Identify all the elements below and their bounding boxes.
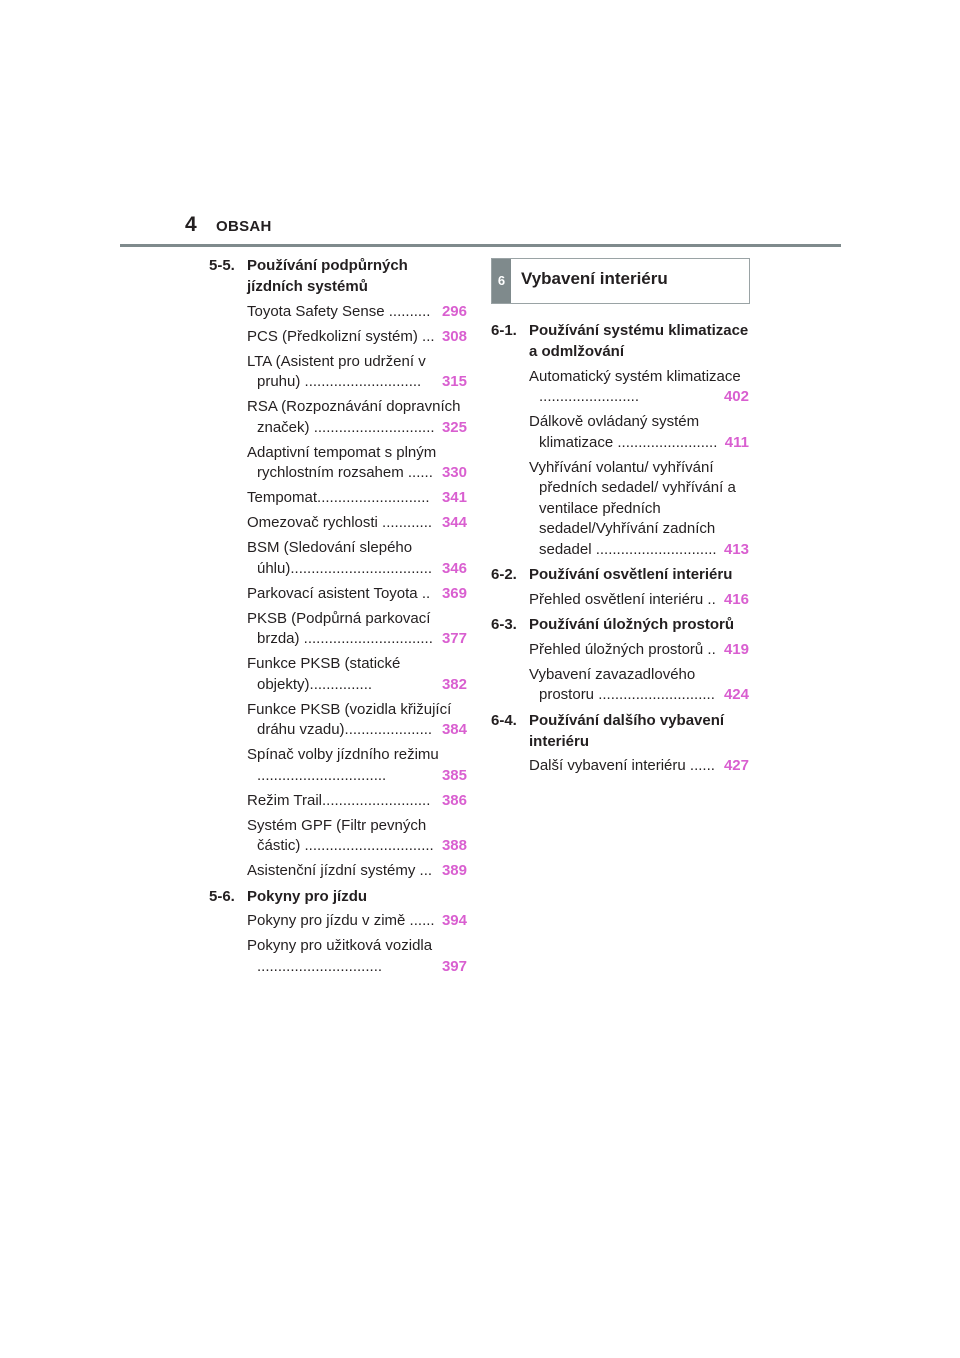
section-heading xyxy=(491,318,749,362)
page-link[interactable]: 386 xyxy=(441,791,467,812)
page-link[interactable]: 416 xyxy=(723,590,749,611)
entry-label: Další vybavení interiéru ...... xyxy=(529,757,715,774)
toc-entry[interactable] xyxy=(529,756,749,777)
page-link[interactable]: 369 xyxy=(441,584,467,605)
page-link[interactable]: 344 xyxy=(441,513,467,534)
entry-label: PCS (Předkolizní systém) ... xyxy=(247,327,435,345)
section-heading xyxy=(491,708,749,752)
entry-label: Adaptivní tempomat s plným rychlostním rozsahem ...... xyxy=(247,443,437,481)
section-title: Používání úložných prostorů xyxy=(529,616,735,633)
section-heading xyxy=(491,562,749,585)
toc-entry[interactable] xyxy=(247,654,467,695)
entry-label: Tempomat........................... xyxy=(247,489,430,506)
entry-label: Funkce PKSB (statické objekty)............... xyxy=(247,655,401,693)
toc-entry[interactable] xyxy=(247,538,467,579)
page-link[interactable]: 424 xyxy=(723,685,749,706)
toc-entry[interactable] xyxy=(247,513,467,534)
section-heading xyxy=(491,612,749,635)
toc-entry[interactable] xyxy=(247,302,467,323)
page-link[interactable]: 389 xyxy=(441,861,467,882)
page-link[interactable]: 346 xyxy=(441,559,467,580)
page-link[interactable]: 388 xyxy=(441,836,467,857)
entry-label: RSA (Rozpoznávání dopravních značek) ............................. xyxy=(247,398,461,436)
entry-label: Dálkově ovládaný systém klimatizace ........................ xyxy=(529,413,718,451)
toc-section-6-2 xyxy=(491,562,749,610)
page-link[interactable]: 402 xyxy=(723,387,749,408)
page-link[interactable]: 296 xyxy=(441,302,467,323)
toc-entry[interactable] xyxy=(529,367,749,408)
toc-entry[interactable] xyxy=(247,816,467,857)
toc-entry[interactable] xyxy=(247,700,467,741)
section-number: 6-1. xyxy=(491,322,517,339)
entry-label: Vybavení zavazadlového prostoru ............................ xyxy=(529,665,715,703)
toc-entry[interactable] xyxy=(247,745,467,786)
section-heading xyxy=(209,884,467,907)
entry-label: Přehled úložných prostorů .. xyxy=(529,640,716,658)
toc-entry[interactable] xyxy=(247,352,467,393)
section-number: 5-6. xyxy=(209,887,235,905)
toc-section-6-4 xyxy=(491,708,749,777)
toc-entry[interactable] xyxy=(247,443,467,484)
entry-label: Systém GPF (Filtr pevných částic) ............................... xyxy=(247,816,434,854)
entry-label: Toyota Safety Sense .......... xyxy=(247,302,431,320)
page-link[interactable]: 411 xyxy=(724,433,749,454)
entry-label: LTA (Asistent pro udržení v pruhu) ............................ xyxy=(247,352,426,390)
page-header-title: OBSAH xyxy=(216,218,272,235)
entry-label: Asistenční jízdní systémy ... xyxy=(247,862,433,879)
entry-label: BSM (Sledování slepého úhlu).................................. xyxy=(247,539,433,577)
entry-label: Omezovač rychlosti ............ xyxy=(247,514,433,531)
toc-entry[interactable] xyxy=(529,458,749,561)
toc-left-column xyxy=(209,253,467,979)
toc-entry[interactable] xyxy=(247,397,467,438)
section-title: Pokyny pro jízdu xyxy=(247,887,368,905)
page-link[interactable]: 315 xyxy=(441,372,467,393)
section-title: Používání systému klimatizace a odmlžování xyxy=(529,322,749,360)
entry-label: Režim Trail.......................... xyxy=(247,791,431,809)
chapter-title: Vybavení interiéru xyxy=(521,269,668,288)
section-number: 6-2. xyxy=(491,566,517,583)
toc-entry[interactable] xyxy=(247,936,467,977)
toc-entry[interactable] xyxy=(529,412,749,453)
entry-label: Spínač volby jízdního režimu ............................... xyxy=(247,746,439,784)
section-title: Používání podpůrných jízdních systémů xyxy=(247,257,408,295)
toc-entry[interactable] xyxy=(247,584,467,605)
toc-section-5-5 xyxy=(209,253,467,882)
page-link[interactable]: 330 xyxy=(441,463,467,484)
header-rule xyxy=(120,244,841,247)
entry-label: Funkce PKSB (vozidla křižující dráhu vzadu)..................... xyxy=(247,700,452,738)
page-link[interactable]: 413 xyxy=(723,540,749,561)
page-number: 4 xyxy=(185,213,197,236)
page-link[interactable]: 397 xyxy=(441,957,467,978)
toc-entry[interactable] xyxy=(529,590,749,611)
page-link[interactable]: 427 xyxy=(723,756,749,777)
page-link[interactable]: 377 xyxy=(441,629,467,650)
entry-label: Parkovací asistent Toyota .. xyxy=(247,584,431,602)
page-link[interactable]: 382 xyxy=(441,675,467,696)
section-number: 6-4. xyxy=(491,711,517,729)
toc-entry[interactable] xyxy=(247,861,467,882)
entry-label: Automatický systém klimatizace ........................ xyxy=(529,367,741,405)
entry-label: Přehled osvětlení interiéru .. xyxy=(529,590,716,608)
page-link[interactable]: 341 xyxy=(441,488,467,509)
page-link[interactable]: 308 xyxy=(441,327,467,348)
toc-section-6-3 xyxy=(491,612,749,706)
chapter-heading-box xyxy=(491,258,750,304)
toc-right-column xyxy=(491,318,749,779)
page-link[interactable]: 394 xyxy=(441,911,467,932)
toc-entry[interactable] xyxy=(247,911,467,932)
page-link[interactable]: 325 xyxy=(441,418,467,439)
toc-section-6-1 xyxy=(491,318,749,560)
entry-label: PKSB (Podpůrná parkovací brzda) ............................... xyxy=(247,609,433,647)
entry-label: Pokyny pro jízdu v zimě ...... xyxy=(247,912,435,929)
toc-section-5-6 xyxy=(209,884,467,978)
toc-entry[interactable] xyxy=(247,488,467,509)
page-link[interactable]: 384 xyxy=(441,720,467,741)
page-link[interactable]: 419 xyxy=(723,640,749,661)
entry-label: Pokyny pro užitková vozidla .............................. xyxy=(247,937,433,975)
section-number: 5-5. xyxy=(209,257,235,274)
toc-entry[interactable] xyxy=(247,791,467,812)
section-title: Používání osvětlení interiéru xyxy=(529,566,733,583)
section-number: 6-3. xyxy=(491,616,517,633)
chapter-number-tab: 6 xyxy=(492,259,511,303)
toc-entry[interactable] xyxy=(247,327,467,348)
toc-entry[interactable] xyxy=(247,609,467,650)
page-link[interactable]: 385 xyxy=(441,766,467,787)
entry-label: Vyhřívání volantu/ vyhřívání předních sedadel/ vyhřívání a ventilace předních sedadel/Vyhřívání zadních sedadel ............................. xyxy=(529,458,736,558)
section-title: Používání dalšího vybavení interiéru xyxy=(529,711,725,750)
toc-entry[interactable] xyxy=(529,640,749,661)
toc-entry[interactable] xyxy=(529,665,749,706)
section-heading xyxy=(209,253,467,297)
